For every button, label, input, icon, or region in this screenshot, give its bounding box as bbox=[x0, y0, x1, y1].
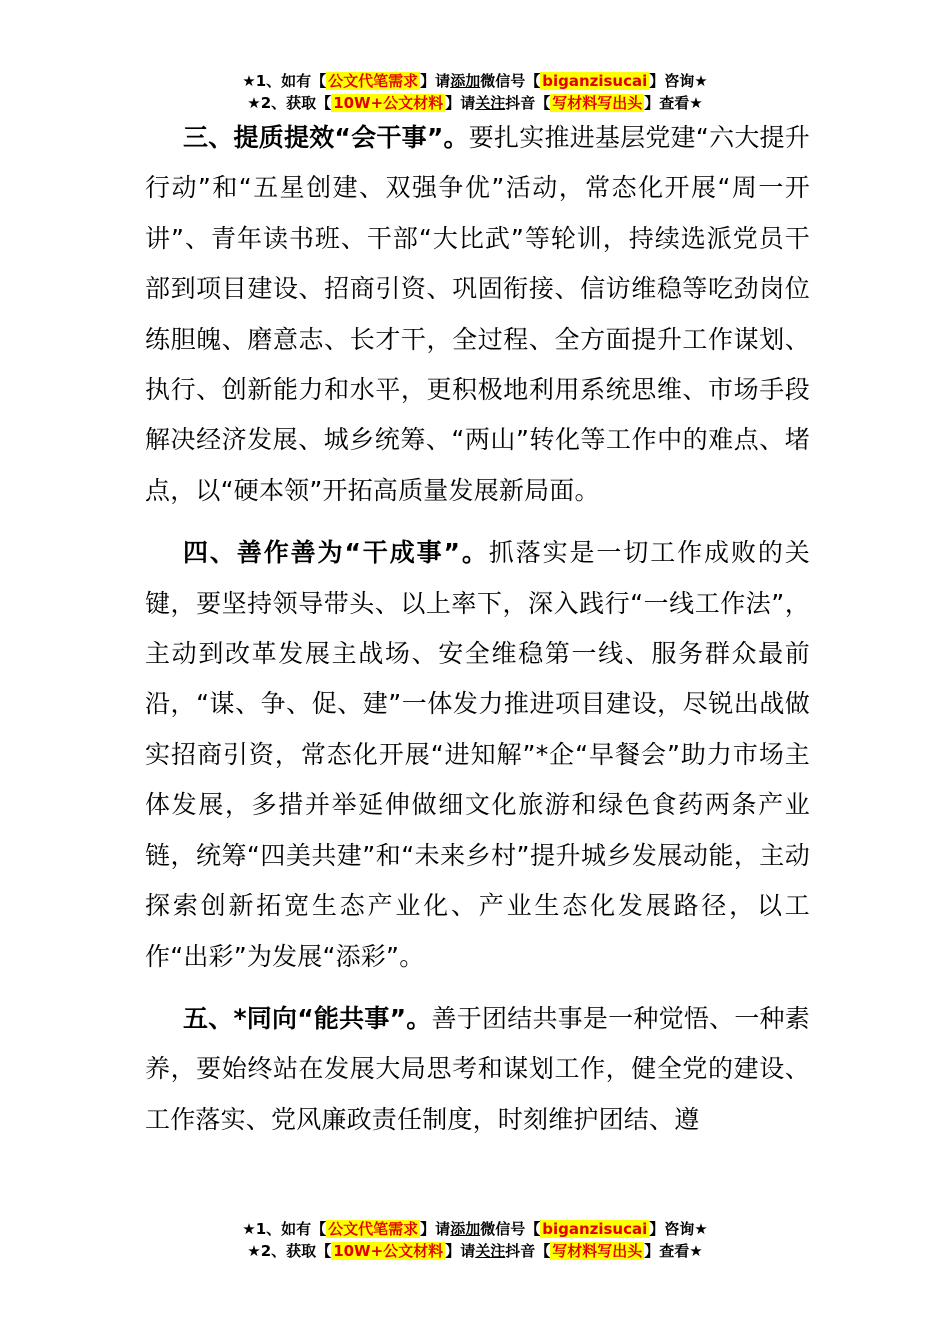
banner-text: 】请 bbox=[420, 72, 451, 90]
banner-text: 】查看★ bbox=[644, 94, 703, 112]
banner-highlight: 公文代笔需求 bbox=[328, 72, 419, 90]
section-heading: 五、*同向“能共事”。 bbox=[183, 1003, 432, 1033]
banner-text: ★1、如有【 bbox=[242, 1220, 327, 1238]
banner-text: 微信号【 bbox=[480, 1220, 541, 1238]
paragraph-text: 抓落实是一切工作成败的关键，要坚持领导带头、以上率下，深入践行“一线工作法”，主动到改革发展主战场、安全维稳第一线、服务群众最前沿，“谋、争、促、建”一体发力推进项目建设，尽锐出战做实招商引资，常态化开展“进知解”*企“早餐会”助力市场主体发展，多措并举延伸做细文化旅游和绿色食药两条产业链，统筹“四美共建”和“未来乡村”提升城乡发展动能，主动探索创新拓宽生态产业化、产业生态化发展路径，以工作“出彩”为发展“添彩”。 bbox=[145, 538, 810, 971]
header-banner bbox=[0, 70, 950, 114]
wechat-id-highlight: biganzisucai bbox=[542, 72, 648, 90]
section-heading: 四、善作善为“干成事”。 bbox=[183, 538, 489, 568]
douyin-highlight: 写材料写出头 bbox=[552, 1242, 643, 1260]
banner-line-1 bbox=[0, 70, 950, 92]
banner-text: 】咨询★ bbox=[649, 72, 708, 90]
banner-text: 微信号【 bbox=[480, 72, 541, 90]
banner-text: 】咨询★ bbox=[649, 1220, 708, 1238]
douyin-highlight: 写材料写出头 bbox=[552, 94, 643, 112]
banner-text: 】查看★ bbox=[644, 1242, 703, 1260]
banner-line-2 bbox=[0, 1240, 950, 1262]
footer-banner bbox=[0, 1218, 950, 1262]
banner-line-2 bbox=[0, 92, 950, 114]
banner-underlined-text: 添加 bbox=[450, 72, 481, 90]
banner-highlight: 10W+公文材料 bbox=[333, 94, 444, 112]
banner-underlined-text: 添加 bbox=[450, 1220, 481, 1238]
wechat-id-highlight: biganzisucai bbox=[542, 1220, 648, 1238]
paragraph-4 bbox=[145, 528, 810, 982]
banner-text: 】请 bbox=[445, 1242, 476, 1260]
banner-text: 】请 bbox=[420, 1220, 451, 1238]
paragraph-text: 善于团结共事是一种觉悟、一种素养，要始终站在发展大局思考和谋划工作，健全党的建设、工作落实、党风廉政责任制度，时刻维护团结、遵 bbox=[145, 1003, 810, 1134]
banner-text: ★1、如有【 bbox=[242, 72, 327, 90]
section-heading: 三、提质提效“会干事”。 bbox=[183, 123, 469, 152]
banner-text: 】请 bbox=[445, 94, 476, 112]
paragraph-5 bbox=[145, 994, 810, 1145]
banner-highlight: 10W+公文材料 bbox=[333, 1242, 444, 1260]
banner-line-1 bbox=[0, 1218, 950, 1240]
paragraph-3 bbox=[145, 113, 810, 516]
banner-text: 抖音【 bbox=[505, 94, 551, 112]
banner-text: ★2、获取【 bbox=[247, 1242, 332, 1260]
banner-text: 抖音【 bbox=[505, 1242, 551, 1260]
banner-underlined-text: 关注 bbox=[475, 1242, 506, 1260]
paragraph-text: 要扎实推进基层党建“六大提升行动”和“五星创建、双强争优”活动，常态化开展“周一开讲”、青年读书班、干部“大比武”等轮训，持续选派党员干部到项目建设、招商引资、巩固衔接、信访维稳等吃劲岗位练胆魄、磨意志、长才干，全过程、全方面提升工作谋划、执行、创新能力和水平，更积极地利用系统思维、市场手段解决经济发展、城乡统筹、“两山”转化等工作中的难点、堵点，以“硬本领”开拓高质量发展新局面。 bbox=[145, 123, 810, 505]
banner-text: ★2、获取【 bbox=[247, 94, 332, 112]
banner-underlined-text: 关注 bbox=[475, 94, 506, 112]
document-body bbox=[145, 113, 810, 1157]
banner-highlight: 公文代笔需求 bbox=[328, 1220, 419, 1238]
